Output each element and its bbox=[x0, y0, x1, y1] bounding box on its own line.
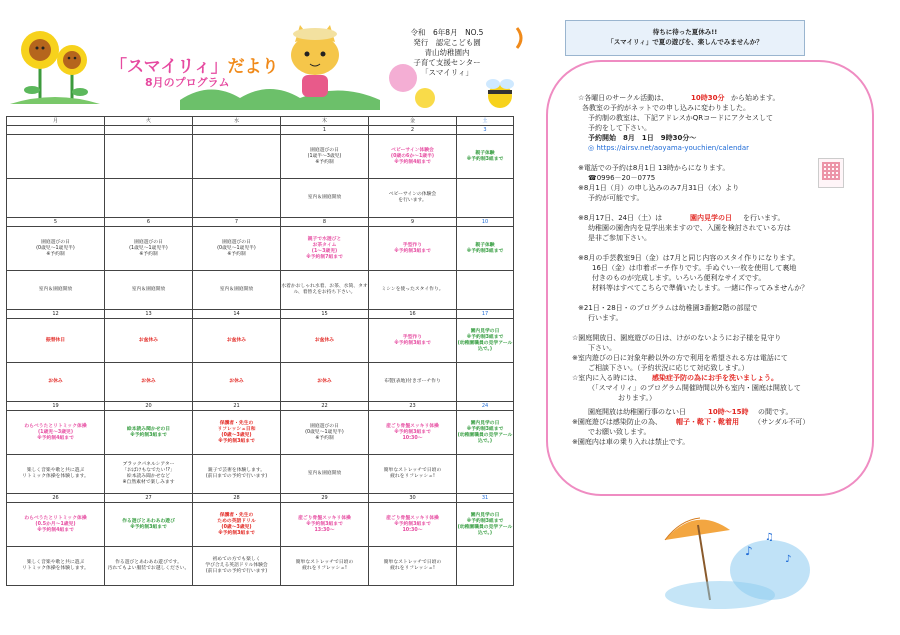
description-row bbox=[7, 455, 514, 494]
cell-text: 産ごり骨盤スッキリ体操 bbox=[386, 515, 439, 521]
notice-text: ☎0996－20－0775 bbox=[588, 174, 656, 182]
program-row bbox=[7, 503, 514, 547]
calendar-grid bbox=[6, 116, 514, 586]
cell-text: ※自然素材で楽しみます bbox=[122, 480, 175, 485]
weekday-header: 金 bbox=[369, 117, 457, 126]
date-number: 20 bbox=[105, 402, 193, 411]
notice-text: 是非ご参加下さい。 bbox=[588, 234, 651, 242]
notice-text: 行います。 bbox=[588, 314, 623, 322]
cell-text: 親子体験 bbox=[475, 150, 495, 156]
notice-text: でお願い致します。 bbox=[588, 428, 651, 436]
cell-text: 絵本読み聞かせの日 bbox=[126, 426, 171, 432]
cell-text: (0歳～3歳児) bbox=[221, 432, 252, 438]
program-cell bbox=[105, 319, 193, 363]
date-number: 3 bbox=[457, 126, 514, 135]
cell-text: を行います。 bbox=[398, 198, 427, 203]
issue-line: 発行 認定こども園 bbox=[413, 38, 481, 47]
program-cell bbox=[281, 503, 369, 547]
cell-text: ブラックパネルシアター bbox=[122, 462, 175, 467]
description-cell bbox=[7, 363, 105, 402]
title-suffix: だより bbox=[227, 57, 279, 77]
notice-text: 幼稚園の園舎内を見学出来ますので、入園を検討されている方は bbox=[588, 224, 791, 232]
cell-text: (1歳児～1歳児半) bbox=[129, 245, 168, 251]
cell-text: 簡単なストレッチで日頃の bbox=[383, 560, 442, 565]
program-row bbox=[7, 135, 514, 179]
cell-text: ※予約制3組まで bbox=[466, 334, 504, 340]
description-cell bbox=[7, 179, 105, 218]
description-cell bbox=[457, 455, 514, 494]
program-cell bbox=[7, 503, 105, 547]
svg-text:♫: ♫ bbox=[765, 532, 774, 543]
cell-text: 汚れてもよい服装でお越しください。 bbox=[107, 566, 190, 571]
description-cell bbox=[281, 547, 369, 586]
description-cell bbox=[193, 547, 281, 586]
notice-text: ※8月1日（月）の申し込みのみ7月31日（水）より bbox=[578, 184, 740, 192]
date-number: 16 bbox=[369, 310, 457, 319]
cell-text: 保護者・先生の bbox=[219, 420, 254, 426]
description-cell bbox=[281, 363, 369, 402]
date-number: 21 bbox=[193, 402, 281, 411]
program-cell bbox=[369, 135, 457, 179]
cell-text: 10:30～ bbox=[402, 527, 423, 533]
description-cell bbox=[193, 179, 281, 218]
svg-text:♪: ♪ bbox=[785, 554, 792, 565]
cell-text: 園庭遊びの日 bbox=[310, 423, 339, 429]
cell-text: リフレッシュ日和 bbox=[217, 426, 256, 432]
cell-text: (0歳～3歳児) bbox=[221, 524, 252, 530]
cell-text: ※予約制3組まで bbox=[218, 530, 255, 536]
description-cell bbox=[369, 547, 457, 586]
date-number: 17 bbox=[457, 310, 514, 319]
cell-text: 楽しく音楽や歌と共に遊ぶ bbox=[26, 468, 85, 473]
description-cell bbox=[369, 455, 457, 494]
cell-text: (幼稚園職員の見学アール込で。) bbox=[457, 340, 513, 352]
cell-text: 親子で水遊びと bbox=[307, 236, 342, 242]
cell-text: 作る遊びとあわあわ遊びです。 bbox=[115, 560, 182, 565]
description-cell bbox=[281, 455, 369, 494]
cell-text: ベビーサインの体験会 bbox=[388, 192, 437, 197]
date-number: 30 bbox=[369, 494, 457, 503]
cell-text: 疲れをリフレッシュ! bbox=[390, 566, 435, 571]
cell-text: 学び合える英語ドリル体験会 bbox=[205, 563, 268, 568]
cell-text: 振替休日 bbox=[45, 337, 66, 343]
cell-text: ※予約制 bbox=[46, 251, 65, 257]
weekday-header: 火 bbox=[105, 117, 193, 126]
program-cell bbox=[193, 135, 281, 179]
notice-text: 園内見学の日 bbox=[690, 214, 732, 222]
cell-text: 疲れをリフレッシュ! bbox=[302, 566, 347, 571]
date-row bbox=[7, 494, 514, 503]
cell-text: 産ごり骨盤スッキリ体操 bbox=[298, 515, 351, 521]
cell-text: わらべうたとリトミック体操 bbox=[24, 515, 87, 521]
date-number bbox=[193, 126, 281, 135]
notice-text: ※園庭内は車の乗り入れは禁止です。 bbox=[572, 438, 690, 446]
program-cell bbox=[7, 135, 105, 179]
cell-text: (1～3歳児) bbox=[311, 248, 338, 254]
date-number: 5 bbox=[7, 218, 105, 227]
program-cell bbox=[105, 227, 193, 271]
cell-text: 手型作り bbox=[402, 242, 423, 248]
cell-text: お盆休み bbox=[314, 337, 335, 343]
date-number: 12 bbox=[7, 310, 105, 319]
program-row bbox=[7, 411, 514, 455]
description-cell bbox=[457, 547, 514, 586]
cell-text: お盆休み bbox=[138, 337, 159, 343]
cell-text: ※予約制3組まで bbox=[466, 156, 504, 162]
description-cell bbox=[105, 271, 193, 310]
qr-code-icon bbox=[818, 158, 844, 188]
issue-line: 青山幼稚園内 bbox=[424, 48, 470, 57]
cell-text: お休み bbox=[229, 379, 244, 384]
notice-text: （「スマイリィ」のプログラム開催時間以外も室内・園庭は開放して bbox=[588, 384, 801, 392]
issue-line: 令和 6年8月 NO.5 bbox=[410, 28, 484, 37]
date-number: 26 bbox=[7, 494, 105, 503]
program-cell bbox=[457, 319, 514, 363]
notice-text: 園庭開放は幼稚園行事のない日 bbox=[588, 408, 686, 416]
cell-text: (0歳の6か～1歳半) bbox=[390, 153, 435, 159]
cell-text: ※予約制3組まで bbox=[394, 521, 431, 527]
sunflower-icon bbox=[10, 20, 100, 105]
beach-umbrella-icon bbox=[660, 500, 810, 610]
program-cell bbox=[193, 319, 281, 363]
cell-text: ※予約制3組まで bbox=[394, 340, 431, 346]
date-number: 13 bbox=[105, 310, 193, 319]
notice-text: ※電話での予約は8月1日 13時からになります。 bbox=[578, 164, 730, 172]
cell-text: お休み bbox=[141, 379, 156, 384]
date-row bbox=[7, 310, 514, 319]
notice-text: 帽子・靴下・靴着用 bbox=[676, 418, 739, 426]
date-number: 10 bbox=[457, 218, 514, 227]
program-cell bbox=[369, 227, 457, 271]
date-number: 24 bbox=[457, 402, 514, 411]
date-number: 23 bbox=[369, 402, 457, 411]
cell-text: 10:30～ bbox=[402, 435, 423, 441]
program-cell bbox=[369, 319, 457, 363]
description-cell bbox=[457, 179, 514, 218]
cell-text: 室内＆園庭開放 bbox=[307, 195, 342, 200]
program-cell bbox=[281, 411, 369, 455]
cell-text: お盆休み bbox=[226, 337, 247, 343]
notice-text: 10時～15時 bbox=[708, 408, 749, 416]
notice-text: 感染症予防の為にお手を洗いましょう。 bbox=[652, 374, 778, 382]
cell-text: ※予約制3組まで bbox=[466, 248, 504, 254]
cell-text: お休み bbox=[317, 379, 332, 384]
cell-text: お茶タイム bbox=[312, 242, 337, 248]
program-cell bbox=[457, 411, 514, 455]
cell-text: お休み bbox=[48, 379, 63, 384]
cell-text: ※予約制3組まで bbox=[466, 518, 504, 524]
date-row bbox=[7, 402, 514, 411]
cell-text: 楽しく音楽や歌と共に遊ぶ bbox=[26, 560, 85, 565]
program-cell bbox=[281, 135, 369, 179]
program-cell bbox=[7, 319, 105, 363]
issue-line: 「スマイリィ」 bbox=[421, 68, 473, 77]
cell-text: ※予約制 bbox=[139, 251, 158, 257]
cell-text: 簡単なストレッチで日頃の bbox=[383, 468, 442, 473]
weekday-header: 土 bbox=[457, 117, 514, 126]
notice-text: ※21日・28日・のプログラムは幼稚園3番館2階の部屋で bbox=[578, 304, 758, 312]
date-number: 15 bbox=[281, 310, 369, 319]
date-number: 6 bbox=[105, 218, 193, 227]
date-number: 27 bbox=[105, 494, 193, 503]
cell-text: 簡単なストレッチで日頃の bbox=[295, 560, 354, 565]
program-row bbox=[7, 319, 514, 363]
program-cell bbox=[7, 227, 105, 271]
cell-text: (1歳児～3歳児) bbox=[37, 429, 74, 435]
cell-text: 作る遊びとあわあわ遊び bbox=[122, 518, 175, 524]
cell-text: 室内＆園庭開放 bbox=[307, 471, 342, 476]
cell-text: (1歳半～3歳児) bbox=[307, 153, 342, 159]
notice-panel bbox=[546, 60, 874, 496]
cell-text: 室内＆園庭開放 bbox=[219, 287, 254, 292]
notice-text: 付きのものが完成します。いろいろ便利なサイズです。 bbox=[592, 274, 766, 282]
description-cell bbox=[105, 455, 193, 494]
notice-text: ※室内遊びの日に対象年齢以外の方で利用を希望される方は電話にて bbox=[572, 354, 788, 362]
cell-text: 13:30～ bbox=[314, 527, 335, 533]
calendar bbox=[6, 116, 513, 606]
cell-text: (前日までの予約で行います) bbox=[205, 474, 268, 479]
program-cell bbox=[105, 411, 193, 455]
title-main: 「スマイリィ」 bbox=[110, 57, 228, 77]
cell-text: ※予約制3組まで bbox=[306, 521, 343, 527]
date-number: 22 bbox=[281, 402, 369, 411]
cell-text: ための英語ドリル bbox=[217, 518, 256, 524]
program-cell bbox=[457, 227, 514, 271]
cell-text: 園庭遊びの日 bbox=[134, 239, 163, 245]
cell-text: ※予約制3組まで bbox=[130, 524, 167, 530]
program-cell bbox=[281, 227, 369, 271]
notice-text: ☆室内に入る時には、 bbox=[572, 374, 642, 382]
date-number bbox=[7, 126, 105, 135]
date-number bbox=[105, 126, 193, 135]
cell-text: 園内見学の日 bbox=[470, 420, 500, 426]
description-cell bbox=[193, 271, 281, 310]
cell-text: ※予約制 bbox=[315, 435, 334, 441]
notice-text: 材料等はすべてこちらで準備いたします。一緒に作ってみませんか？ bbox=[592, 284, 809, 292]
program-cell bbox=[105, 135, 193, 179]
description-cell bbox=[369, 271, 457, 310]
program-cell bbox=[369, 503, 457, 547]
description-cell bbox=[193, 363, 281, 402]
title-subtitle: 8月のプログラム bbox=[145, 76, 230, 89]
cell-text: 親子で芸術を体験します。 bbox=[207, 468, 266, 473]
cell-text: 「おばけもなでたい!?」 bbox=[122, 468, 175, 473]
cell-text: わらべうたとリトミック体操 bbox=[24, 423, 87, 429]
cell-text: ※予約制4組まで bbox=[37, 527, 74, 533]
summer-banner bbox=[565, 20, 805, 56]
program-cell bbox=[281, 319, 369, 363]
description-cell bbox=[369, 179, 457, 218]
description-row bbox=[7, 271, 514, 310]
cell-text: (前日までの予約で行います) bbox=[205, 569, 268, 574]
cell-text: ※予約制3組まで bbox=[466, 426, 504, 432]
cell-text: リトミック体操を体験します。 bbox=[22, 566, 89, 571]
date-number: 1 bbox=[281, 126, 369, 135]
notice-text: 予約が可能です。 bbox=[588, 194, 644, 202]
weekday-header-row bbox=[7, 117, 514, 126]
notice-text: 10時30分 bbox=[691, 94, 725, 102]
cell-text: ミシンを使ったスタイ作り。 bbox=[381, 287, 444, 292]
description-cell bbox=[193, 455, 281, 494]
cell-text: 保護者・先生の bbox=[219, 512, 254, 518]
cell-text: (幼稚園職員の見学アール込で。) bbox=[457, 524, 513, 536]
notice-text: から始めます。 bbox=[731, 94, 780, 102]
notice-text: ☆園庭開放日、園庭遊びの日は、けがのないようにお子様を見守り bbox=[572, 334, 782, 342]
notice-text: ご相談下さい。（予約状況に応じて対応致します。） bbox=[588, 364, 749, 372]
program-cell bbox=[457, 135, 514, 179]
description-row bbox=[7, 179, 514, 218]
notice-text: ※8月17日、24日（土）は bbox=[578, 214, 663, 222]
program-cell bbox=[193, 503, 281, 547]
program-cell bbox=[7, 411, 105, 455]
notice-text: ※8月の手芸教室9日（金）は7月と同じ内容のスタイ作りになります。 bbox=[578, 254, 800, 262]
cell-text: ※予約制3組まで bbox=[218, 438, 255, 444]
cell-text: ※予約制3組まで bbox=[394, 248, 431, 254]
description-cell bbox=[7, 547, 105, 586]
date-number: 31 bbox=[457, 494, 514, 503]
banner-line2: 「スマイリィ」で夏の遊びを、楽しんでみませんか？ bbox=[607, 38, 763, 46]
svg-text:♪: ♪ bbox=[745, 544, 753, 558]
cell-text: ※予約制4組まで bbox=[394, 159, 431, 165]
description-cell bbox=[281, 179, 369, 218]
cell-text: 絵本読み聞かせなど bbox=[126, 474, 171, 479]
description-cell bbox=[457, 363, 514, 402]
weekday-header: 月 bbox=[7, 117, 105, 126]
cell-text: リトミック体操を体験します。 bbox=[22, 474, 89, 479]
description-cell bbox=[7, 455, 105, 494]
description-row bbox=[7, 547, 514, 586]
cell-text: ※予約制3組まで bbox=[130, 432, 167, 438]
program-cell bbox=[193, 411, 281, 455]
cell-text: 産ごり骨盤スッキリ体操 bbox=[386, 423, 439, 429]
date-number: 7 bbox=[193, 218, 281, 227]
notice-text: 予約開始 8月 1日 9時30分～ bbox=[588, 134, 697, 142]
notice-text: を行います。 bbox=[743, 214, 785, 222]
notice-text[interactable]: ◎ https://airsv.net/aoyama-youchien/calendar bbox=[588, 144, 749, 152]
cell-text: 園庭遊びの日 bbox=[222, 239, 251, 245]
notice-text: 下さい。 bbox=[588, 344, 616, 352]
cell-text: 疲れをリフレッシュ! bbox=[390, 474, 435, 479]
cell-text: 園庭遊びの日 bbox=[41, 239, 70, 245]
notice-text: 各教室の予約がネットでの申し込みに変わりました。 bbox=[582, 104, 750, 112]
cell-text: 園庭遊びの日 bbox=[310, 147, 339, 153]
weekday-header: 木 bbox=[281, 117, 369, 126]
notice-text: （サンダル不可） bbox=[754, 418, 810, 426]
date-number: 19 bbox=[7, 402, 105, 411]
cell-text: 水着かおしゃれ水着、お茶、水筒、タオル、着替えをお持ち下さい。 bbox=[281, 284, 368, 295]
cell-text: (幼稚園職員の見学アール込で。) bbox=[457, 432, 513, 444]
issue-info bbox=[397, 28, 497, 78]
notice-text: 予約制の教室は、下記アドレスかQRコードにアクセスして bbox=[588, 114, 773, 122]
cell-text: 室内＆園庭開放 bbox=[38, 287, 73, 292]
description-cell bbox=[105, 363, 193, 402]
program-cell bbox=[457, 503, 514, 547]
cell-text: ※予約制3組まで bbox=[394, 429, 431, 435]
program-cell bbox=[193, 227, 281, 271]
issue-line: 子育て支援センター bbox=[413, 58, 481, 67]
cat-mascot-icon bbox=[180, 20, 380, 110]
cell-text: 親子体験 bbox=[475, 242, 495, 248]
notice-text: ☆各曜日のサークル活動は、 bbox=[578, 94, 669, 102]
cell-text: 園内見学の日 bbox=[470, 512, 500, 518]
cell-text: ※予約制7組まで bbox=[306, 254, 343, 260]
description-cell bbox=[369, 363, 457, 402]
cell-text: (0歳児～1歳児半) bbox=[305, 429, 344, 435]
program-cell bbox=[105, 503, 193, 547]
cell-text: (0歳児～1歳児半) bbox=[217, 245, 256, 251]
date-number: 29 bbox=[281, 494, 369, 503]
cell-text: ※予約制4組まで bbox=[37, 435, 74, 441]
notice-text: の間です。 bbox=[758, 408, 793, 416]
cell-text: ※予約制 bbox=[227, 251, 246, 257]
notice-text: ※園庭遊びは感染防止の為、 bbox=[572, 418, 662, 426]
cell-text: 園内見学の日 bbox=[470, 328, 500, 334]
cell-text: (0.5か月～1歳児) bbox=[35, 521, 76, 527]
cell-text: 室内＆園庭開放 bbox=[131, 287, 166, 292]
notice-text: 予約をして下さい。 bbox=[588, 124, 651, 132]
notice-text: おります。） bbox=[618, 394, 656, 402]
description-cell bbox=[105, 547, 193, 586]
date-number: 14 bbox=[193, 310, 281, 319]
cell-text: 手型作り bbox=[402, 334, 423, 340]
cell-text: (0歳児～1歳児半) bbox=[36, 245, 75, 251]
program-row bbox=[7, 227, 514, 271]
notice-text: 16日（金）は巾着ポーチ作りです。手ぬぐい一枚を使用して裏地 bbox=[592, 264, 797, 272]
date-number: 9 bbox=[369, 218, 457, 227]
date-row bbox=[7, 126, 514, 135]
description-cell bbox=[105, 179, 193, 218]
date-number: 28 bbox=[193, 494, 281, 503]
cell-text: 初めての方でも楽しく bbox=[212, 557, 261, 562]
date-number: 8 bbox=[281, 218, 369, 227]
description-cell bbox=[7, 271, 105, 310]
description-row bbox=[7, 363, 514, 402]
cell-text: ※予約制 bbox=[315, 159, 334, 165]
cell-text: 布製(表地)付きポーチ作り bbox=[384, 379, 441, 384]
description-cell bbox=[281, 271, 369, 310]
cell-text: ベビーサイン体験会 bbox=[391, 147, 434, 153]
banner-line1: 待ちに待った夏休み!! bbox=[652, 28, 718, 36]
date-row bbox=[7, 218, 514, 227]
date-number: 2 bbox=[369, 126, 457, 135]
description-cell bbox=[457, 271, 514, 310]
weekday-header: 水 bbox=[193, 117, 281, 126]
program-cell bbox=[369, 411, 457, 455]
